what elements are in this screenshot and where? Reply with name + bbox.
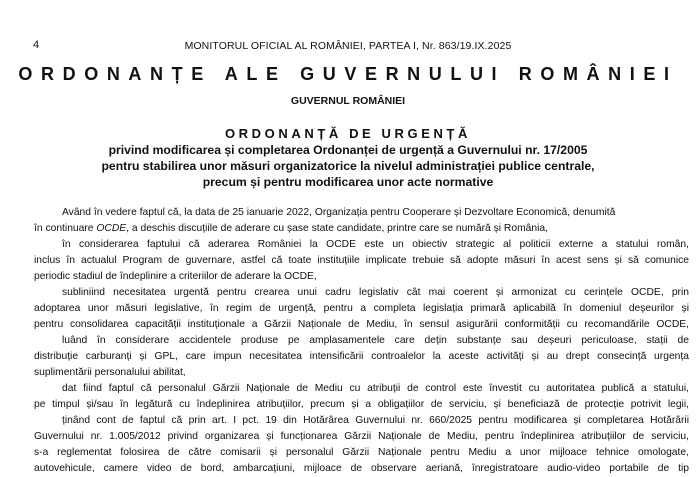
document-title-line: pentru stabilirea unor măsuri organizatorice la nivelul administrației publice centrale, — [101, 159, 595, 173]
text-line: suplimentării personalului abilitat, — [34, 367, 186, 378]
text-line: autovehicule, camere video de bord, ambarcațiuni, mijloace de observare aeriană, înregistratoare audio-video portabile de tip — [34, 463, 689, 474]
paragraph — [34, 413, 689, 477]
text-line: periodic stadiul de îndeplinire a criteriilor de aderare la OCDE, — [34, 271, 317, 282]
text-line: în considerarea faptului că aderarea României la OCDE este un obiectiv strategic al politicii externe a statului român, — [62, 239, 689, 250]
text-line: inclus în actualul Program de guvernare, astfel că toate instituțiile implicate trebuie să adopte măsuri în acest sens și să comunice — [34, 255, 689, 266]
section-title: ORDONANȚE ALE GUVERNULUI ROMÂNIEI — [18, 64, 678, 84]
text-line: adoptarea unor măsuri legislative, în regim de urgență, pentru a completa legislația primară aplicabilă în domeniul deșeurilor și — [34, 303, 689, 314]
document-type: ORDONANȚĂ DE URGENȚĂ — [224, 126, 472, 141]
text-line: s-a reglementat folosirea de către comisarii și personalul Gărzii Naționale pentru Mediu a unor mijloace tehnice omologate, — [34, 447, 689, 458]
paragraph — [34, 285, 689, 333]
text-line: dat fiind faptul că personalul Gărzii Naționale de Mediu cu atribuții de control este învestit cu autoritatea publică a statului, — [62, 383, 689, 394]
paragraph — [34, 333, 689, 381]
page-number: 4 — [33, 39, 40, 51]
running-header: MONITORUL OFICIAL AL ROMÂNIEI, PARTEA I, Nr. 863/19.IX.2025 — [184, 40, 512, 52]
paragraph — [34, 381, 689, 413]
paragraph — [34, 237, 689, 285]
text-line: pe timpul și/sau în legătură cu îndeplinirea atribuțiilor, precum și a obligațiilor de serviciu, și beneficiază de protecție potrivit legii, — [34, 399, 689, 410]
text-line: Guvernului nr. 1.005/2012 privind organizarea și funcționarea Gărzii Naționale de Mediu, pentru îndeplinirea atribuțiilor de serviciu, — [34, 431, 689, 442]
text-line: distribuție carburanți și GPL, care impun necesitatea intensificării controalelor la aceste activități și au drept consecință urgența — [34, 351, 689, 362]
text-line: ținând cont de faptul că prin art. I pct. 19 din Hotărârea Guvernului nr. 660/2025 pentru modificarea și completarea Hotărârii — [62, 415, 689, 426]
emphasis: OCDE — [96, 223, 127, 234]
text-line: Având în vedere faptul că, la data de 25 ianuarie 2022, Organizația pentru Cooperare și Dezvoltare Economică, denumită — [62, 207, 616, 218]
issuer: GUVERNUL ROMÂNIEI — [290, 95, 406, 107]
text-line: luând în considerare accidentele produse pe amplasamentele care dețin substanțe sau deșeuri periculoase, stații de — [62, 335, 689, 346]
text-line: pentru consolidarea capacității instituționale a Gărzii Naționale de Mediu, în sensul asigurării conformității cu recomandările OCDE, — [34, 319, 689, 330]
text-line: în continuare OCDE, a deschis discuțiile de aderare cu șase state candidate, printre care se numără și România, — [34, 223, 548, 234]
document-title — [0, 142, 696, 190]
text-line: subliniind necesitatea urgentă pentru crearea unui cadru legislativ cât mai coerent și armonizat cu cerințele OCDE, prin — [62, 287, 689, 298]
document-body — [34, 205, 689, 477]
document-title-line: precum și pentru modificarea unor acte normative — [202, 175, 494, 189]
paragraph — [34, 205, 689, 237]
document-title-line: privind modificarea și completarea Ordonanței de urgență a Guvernului nr. 17/2005 — [108, 143, 588, 157]
